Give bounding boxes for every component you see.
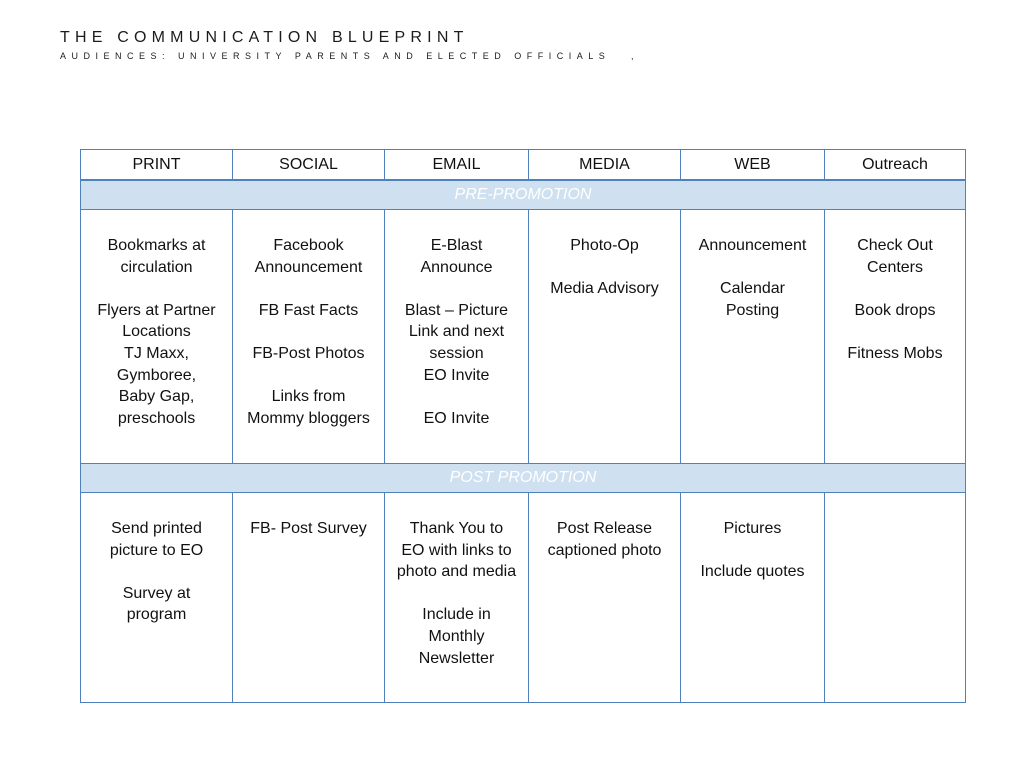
column-header-email: EMAIL [385, 150, 529, 181]
cell-line: captioned photo [547, 541, 662, 559]
cell-line: preschools [117, 409, 196, 427]
cell-line: Thank You to [409, 520, 504, 537]
cell-line [237, 321, 380, 343]
cell-line: EO Invite [423, 409, 490, 427]
cell-line: circulation [120, 258, 193, 276]
cell-line: Gymboree, [116, 366, 197, 384]
column-header-web: WEB [681, 150, 825, 181]
cell-line: Flyers at Partner [97, 301, 216, 319]
cell-line: program [126, 606, 187, 624]
cell-line: Baby Gap, [118, 388, 195, 406]
cell-line: Locations [122, 323, 191, 341]
cell-pre-media [529, 210, 681, 464]
column-header-media: MEDIA [529, 150, 681, 181]
cell-line: Fitness Mobs [847, 344, 943, 362]
cell-line [237, 365, 380, 387]
cell-pre-outreach [825, 210, 966, 464]
cell-line: FB- Post Survey [250, 520, 367, 537]
cell-line [389, 583, 524, 605]
cell-line: Check Out [857, 237, 933, 254]
column-header-print: PRINT [81, 150, 233, 181]
table-row [81, 210, 966, 464]
section-label-post-promotion: POST PROMOTION [81, 464, 966, 493]
cell-line: Announce [420, 258, 493, 276]
cell-post-email [385, 493, 529, 703]
cell-line: Mommy bloggers [247, 409, 370, 427]
cell-line [533, 257, 676, 279]
cell-line: picture to EO [109, 541, 204, 559]
section-label-pre-promotion: PRE-PROMOTION [81, 180, 966, 210]
cell-line: session [429, 344, 484, 362]
cell-line: Post Release [556, 520, 653, 537]
cell-line [85, 278, 228, 300]
cell-line: Newsletter [418, 649, 495, 667]
cell-line: Posting [725, 301, 780, 319]
cell-line [237, 278, 380, 300]
cell-line: EO Invite [423, 366, 490, 384]
cell-pre-web [681, 210, 825, 464]
cell-line: E-Blast [430, 237, 483, 254]
cell-post-media [529, 493, 681, 703]
cell-pre-social [233, 210, 385, 464]
cell-line: Include quotes [700, 563, 805, 581]
cell-pre-print [81, 210, 233, 464]
cell-line: EO with links to [401, 541, 512, 559]
cell-line: Centers [866, 258, 924, 276]
cell-line [85, 561, 228, 583]
cell-post-social [233, 493, 385, 703]
column-header-social: SOCIAL [233, 150, 385, 181]
cell-line: Blast – Picture [404, 301, 509, 319]
cell-line: FB Fast Facts [258, 301, 359, 319]
cell-line: Photo-Op [570, 237, 639, 254]
cell-line: Calendar [720, 280, 785, 298]
cell-line [685, 540, 820, 562]
column-header-outreach: Outreach [825, 150, 966, 181]
cell-line: Survey at [122, 584, 191, 602]
subtitle-mark: , [631, 51, 634, 61]
page-title: THE COMMUNICATION BLUEPRINT [60, 29, 469, 46]
cell-line [389, 386, 524, 408]
table-row [81, 493, 966, 703]
cell-line [829, 278, 961, 300]
cell-line: Pictures [723, 520, 782, 537]
table-header-row [81, 150, 966, 181]
cell-line: Announcement [698, 237, 807, 254]
cell-line [829, 321, 961, 343]
cell-line: Monthly [428, 627, 485, 645]
cell-line: Facebook [273, 237, 344, 254]
cell-line: Announcement [254, 258, 363, 276]
cell-line: photo and media [396, 563, 517, 581]
cell-line: Bookmarks at [107, 237, 206, 254]
cell-line [685, 257, 820, 279]
cell-line: Link and next [408, 323, 505, 341]
cell-line: Book drops [854, 301, 936, 319]
cell-post-print [81, 493, 233, 703]
cell-line: TJ Maxx, [124, 344, 189, 362]
section-row-post-promotion [81, 464, 966, 493]
cell-line: Links from [271, 388, 346, 406]
cell-line: Include in [422, 606, 491, 624]
cell-line: FB-Post Photos [252, 344, 365, 362]
cell-line: Send printed [111, 520, 202, 537]
cell-line [389, 278, 524, 300]
page-subtitle: AUDIENCES: UNIVERSITY PARENTS AND ELECTED OFFICIALS [60, 51, 611, 61]
cell-post-web [681, 493, 825, 703]
cell-pre-email [385, 210, 529, 464]
cell-line: Media Advisory [550, 280, 659, 298]
cell-post-outreach [825, 493, 966, 703]
blueprint-table [80, 149, 966, 703]
section-row-pre-promotion [81, 180, 966, 210]
